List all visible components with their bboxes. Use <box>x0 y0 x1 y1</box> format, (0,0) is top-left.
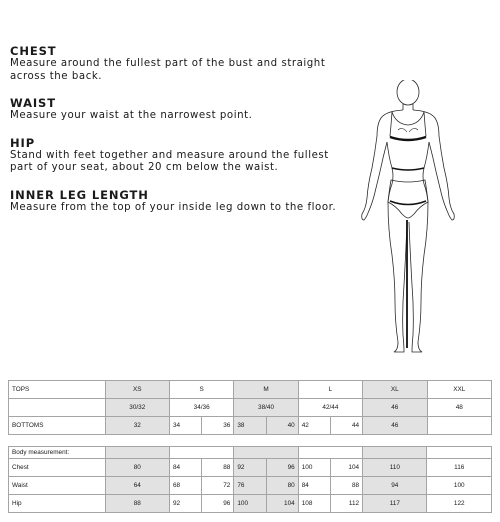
top-garment <box>390 112 426 140</box>
eu-size-l: 42/44 <box>298 399 362 417</box>
hip-row <box>9 495 492 513</box>
bottoms-xxl <box>427 417 492 435</box>
chest-xs: 80 <box>105 459 169 477</box>
chest-s-high: 88 <box>202 459 234 477</box>
eu-size-row <box>9 399 492 417</box>
waist-label: Waist <box>9 477 106 495</box>
size-table <box>8 380 492 435</box>
chest-xxl: 116 <box>427 459 492 477</box>
size-m: M <box>234 381 298 399</box>
waist-row <box>9 477 492 495</box>
header-xxl <box>427 447 492 459</box>
chest-l-low: 100 <box>298 459 330 477</box>
tops-size-row <box>9 381 492 399</box>
eu-size-label <box>9 399 106 417</box>
left-leg-outline <box>388 202 407 352</box>
torso-left <box>387 142 393 202</box>
tops-label: TOPS <box>9 381 106 399</box>
waist-l-low: 84 <box>298 477 330 495</box>
eu-size-xxl: 48 <box>427 399 492 417</box>
bottoms-xl: 46 <box>363 417 427 435</box>
hip-m-high: 104 <box>266 495 298 513</box>
guide-text: Stand with feet together and measure around the fullest part of your seat, about 20 cm below the waist. <box>10 149 329 173</box>
guide-inner-leg <box>10 188 340 215</box>
guide-title: CHEST <box>10 44 57 58</box>
waist-s-low: 68 <box>169 477 201 495</box>
guide-waist <box>10 96 340 123</box>
chest-seam <box>398 128 418 132</box>
waist-s-high: 72 <box>202 477 234 495</box>
chest-row <box>9 459 492 477</box>
bottoms-xs: 32 <box>105 417 169 435</box>
chest-s-low: 84 <box>169 459 201 477</box>
bottoms-l-high: 44 <box>330 417 362 435</box>
size-l: L <box>298 381 362 399</box>
chest-m-high: 96 <box>266 459 298 477</box>
bottoms-label: BOTTOMS <box>9 417 106 435</box>
measurement-guide <box>10 44 340 227</box>
waist-xxl: 100 <box>427 477 492 495</box>
header-m <box>234 447 298 459</box>
waist-m-low: 76 <box>234 477 266 495</box>
header-l <box>298 447 362 459</box>
guide-text: Measure from the top of your inside leg down to the floor. <box>10 201 337 213</box>
waist-xs: 64 <box>105 477 169 495</box>
torso-right <box>423 142 429 202</box>
guide-title: INNER LEG LENGTH <box>10 187 149 202</box>
bottoms-row <box>9 417 492 435</box>
eu-size-xl: 46 <box>363 399 427 417</box>
guide-text: Measure around the fullest part of the bust and straight across the back. <box>10 58 326 82</box>
bottoms-s-low: 34 <box>169 417 201 435</box>
eu-size-xs: 30/32 <box>105 399 169 417</box>
bottom-garment <box>388 180 428 218</box>
chest-label: Chest <box>9 459 106 477</box>
bottoms-l-low: 42 <box>298 417 330 435</box>
size-xxl: XXL <box>427 381 492 399</box>
chest-measure-line <box>390 137 426 140</box>
hip-measure-line <box>390 201 426 205</box>
waist-xl: 94 <box>363 477 427 495</box>
size-xs: XS <box>105 381 169 399</box>
head-outline <box>397 80 419 105</box>
body-silhouette-icon <box>340 80 475 355</box>
header-s <box>169 447 233 459</box>
size-s: S <box>169 381 233 399</box>
hip-m-low: 100 <box>234 495 266 513</box>
waist-measure-line <box>392 168 424 170</box>
size-xl: XL <box>363 381 427 399</box>
guide-hip <box>10 136 340 175</box>
body-measurement-header: Body measurement: <box>9 447 106 459</box>
header-xs <box>105 447 169 459</box>
chest-xl: 110 <box>363 459 427 477</box>
guide-title: HIP <box>10 135 36 150</box>
bottoms-s-high: 36 <box>202 417 234 435</box>
hip-xxl: 122 <box>427 495 492 513</box>
body-measurement-table <box>8 446 492 513</box>
body-measurement-header-row <box>9 447 492 459</box>
bottoms-m-low: 38 <box>234 417 266 435</box>
waist-m-high: 80 <box>266 477 298 495</box>
guide-chest <box>10 44 340 83</box>
hip-label: Hip <box>9 495 106 513</box>
hip-xl: 117 <box>363 495 427 513</box>
guide-text: Measure your waist at the narrowest point. <box>10 110 253 121</box>
eu-size-m: 38/40 <box>234 399 298 417</box>
hip-xs: 88 <box>105 495 169 513</box>
bottoms-m-high: 40 <box>266 417 298 435</box>
eu-size-s: 34/36 <box>169 399 233 417</box>
header-xl <box>363 447 427 459</box>
right-leg-outline <box>409 202 428 352</box>
guide-title: WAIST <box>10 96 56 110</box>
chest-l-high: 104 <box>330 459 362 477</box>
waist-l-high: 88 <box>330 477 362 495</box>
hip-l-low: 108 <box>298 495 330 513</box>
hip-l-high: 112 <box>330 495 362 513</box>
chest-m-low: 92 <box>234 459 266 477</box>
hip-s-low: 92 <box>169 495 201 513</box>
hip-s-high: 96 <box>202 495 234 513</box>
